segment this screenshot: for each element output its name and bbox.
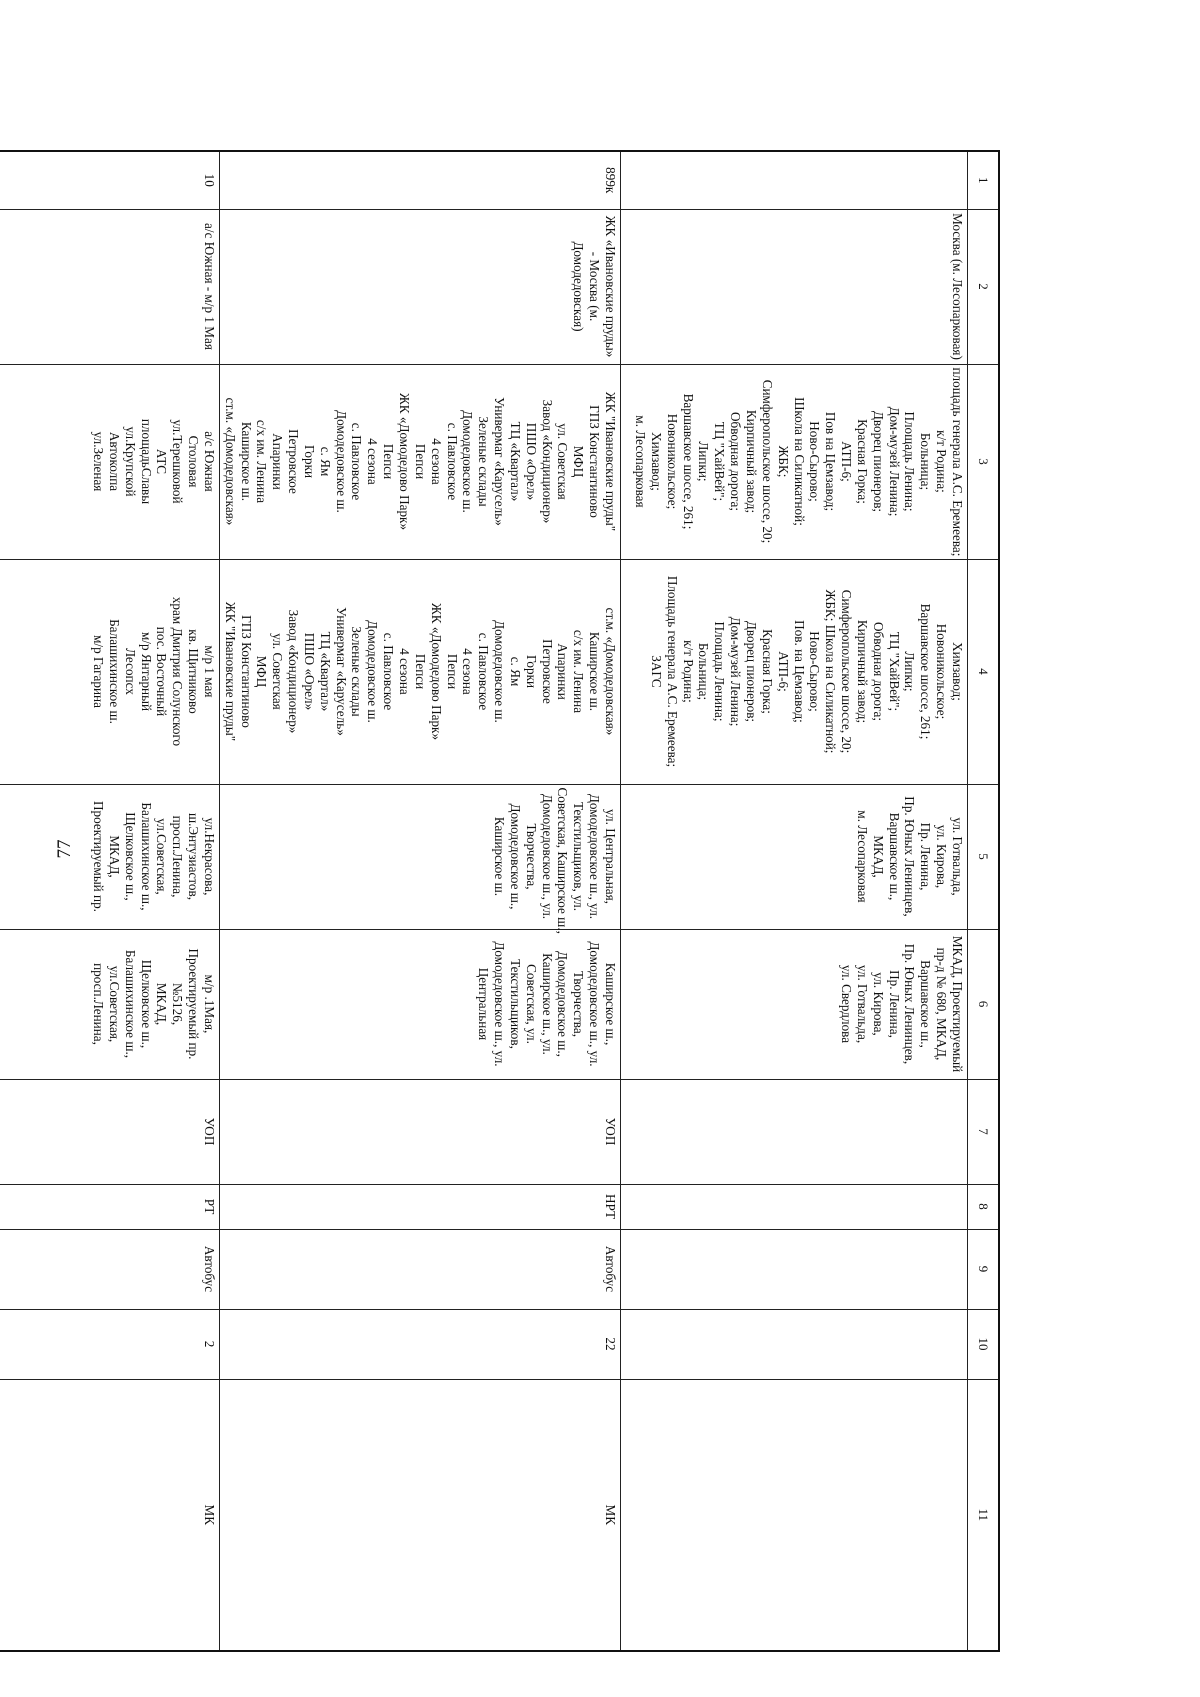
table-row: [0, 151, 219, 1651]
vehicle-count-cell: 22: [219, 1309, 620, 1379]
cell-line: ул. Советская: [270, 633, 286, 710]
vehicle-type-cell: Автобус: [219, 1229, 620, 1309]
stops-forward-cell: [219, 364, 620, 559]
cell-line: Домодедовское ш.,: [507, 803, 523, 910]
cell-line: Пов. на Цемзавод;: [791, 620, 807, 723]
tariff-type-cell: [621, 1184, 968, 1229]
cell-line: Балашихинское ш.: [106, 619, 122, 724]
cell-line: ТЦ "ХайВей";: [886, 631, 902, 712]
cell-line: Универмаг «Карусель»: [492, 397, 508, 526]
col-header-8: 8: [968, 1184, 1000, 1229]
cell-line: ГПЗ Константиново: [587, 405, 603, 518]
cell-line: Дворец пионеров;: [744, 620, 760, 723]
cell-line: ул.Крупской: [122, 426, 138, 497]
cell-line: с. Павловское: [381, 632, 397, 711]
cell-line: Варшавское ш.,: [886, 812, 902, 901]
cell-line: ул. Центральная,: [603, 809, 618, 904]
col-header-1: 1: [968, 151, 1000, 209]
table-row: [219, 151, 620, 1651]
cell-line: Кирпичный завод;: [854, 619, 870, 724]
stops-forward-cell: [621, 364, 968, 559]
cell-line: Новоникольское;: [934, 623, 950, 720]
cell-line: Химзавод;: [950, 642, 965, 701]
col-header-3: 3: [968, 364, 1000, 559]
streets-backward-cell: [621, 929, 968, 1079]
route-name-cell: ЖК «Ивановские пруды» - Москва (м. Домодедовская): [219, 209, 620, 364]
cell-line: Горки: [301, 444, 317, 479]
cell-line: ш.Энтузиастов,: [186, 812, 202, 901]
vehicle-type-cell: Автобус: [0, 1229, 219, 1309]
cell-line: 4 сезона: [428, 438, 444, 485]
cell-line: Красная Горка;: [759, 629, 775, 714]
cell-line: Балашихинское ш.,: [138, 802, 154, 911]
cell-line: просп.Ленина,: [91, 963, 106, 1045]
route-name-cell: а/с Южная - м/р 1 Мая: [0, 209, 219, 364]
cell-line: Щелковское ш.,: [122, 812, 138, 901]
streets-backward-cell: [0, 929, 219, 1079]
cell-line: ЖБК;: [775, 445, 791, 478]
streets-backward-cell: [219, 929, 620, 1079]
cell-line: Дворец пионеров;: [870, 410, 886, 513]
cell-line: Площадь Ленина;: [902, 411, 918, 512]
table-body: [0, 151, 968, 1651]
cell-line: ст.м. «Домодедовская»: [603, 607, 618, 736]
stops-forward-cell: [0, 364, 219, 559]
cell-line: Обводная дорога;: [870, 622, 886, 721]
streets-forward-cell: [219, 784, 620, 934]
cell-line: с. Ям: [317, 446, 333, 477]
boarding-order-cell: УОП: [0, 1079, 219, 1184]
cell-line: Варшавское шоссе, 261;: [680, 393, 696, 530]
col-header-5: 5: [968, 784, 1000, 929]
cell-line: с. Павловское: [349, 422, 365, 501]
cell-line: Каширское ш.: [587, 631, 603, 712]
cell-line: Столовая: [186, 435, 202, 488]
cell-line: Липки;: [696, 441, 712, 482]
cell-line: Липки;: [902, 651, 918, 692]
cell-line: а/с Южная: [201, 431, 217, 492]
cell-line: ул. Готвальда,: [950, 817, 965, 896]
tariff-type-cell: РТ: [0, 1184, 219, 1229]
cell-line: Обводная дорога;: [728, 412, 744, 511]
cell-line: Домодедовское ш., ул.: [587, 941, 603, 1067]
cell-line: МФЦ: [571, 445, 587, 478]
cell-line: Домодедовское ш., ул.: [539, 793, 555, 920]
cell-line: Горки: [523, 654, 539, 689]
cell-line: ПШО «Орел»: [301, 632, 317, 711]
cell-line: Больница;: [918, 432, 934, 491]
cell-line: площадьСлавы: [138, 418, 154, 505]
cell-line: Проектируемый пр.: [91, 801, 106, 912]
cell-line: Текстильщиков, ул.: [571, 801, 587, 911]
cell-line: Пепси: [412, 443, 428, 480]
cell-line: ул.Советская,: [154, 818, 170, 895]
stops-backward-cell: [621, 559, 968, 784]
col-header-7: 7: [968, 1079, 1000, 1184]
cell-line: Универмаг «Карусель»: [333, 607, 349, 736]
cell-line: Апаринки: [555, 643, 571, 700]
cell-line: ул. Готвальда,: [854, 964, 870, 1044]
cell-line: Дом-музей Ленина;: [728, 616, 744, 727]
tariff-type-cell: НРТ: [219, 1184, 620, 1229]
cell-line: Щелковское ш.,: [138, 959, 154, 1049]
cell-line: м/р .1Мая,: [201, 974, 217, 1034]
cell-line: Пр. Ленина,: [886, 970, 902, 1038]
route-number-cell: [621, 151, 968, 209]
cell-line: пос. Восточный: [154, 626, 170, 717]
cell-line: Домодедовское ш.: [460, 410, 476, 513]
cell-line: ул.Терешковой: [170, 419, 186, 504]
cell-line: ТЦ «Квартал»: [317, 631, 333, 712]
cell-line: ГПЗ Константиново: [238, 615, 254, 728]
cell-line: Кирпичный завод;: [744, 409, 760, 514]
route-table-sheet: [0, 150, 1000, 1650]
vehicle-type-cell: [621, 1229, 968, 1309]
cell-line: ул.Советская,: [106, 965, 122, 1043]
cell-line: ПШО «Орел»: [523, 422, 539, 501]
cell-line: Зеленые склады: [476, 416, 492, 507]
header-row: [968, 151, 1000, 1651]
cell-line: Больница;: [696, 642, 712, 701]
cell-line: Площадь генерала А.С. Еремеева;: [664, 575, 680, 768]
cell-line: АТП-6;: [775, 651, 791, 692]
cell-line: 4 сезона: [460, 648, 476, 695]
cell-line: Варшавское шоссе, 261;: [918, 603, 934, 740]
cell-line: Завод «Кондиционер»: [286, 609, 302, 734]
cell-line: МКАД,: [154, 982, 170, 1026]
cell-line: Каширское ш.,: [603, 962, 618, 1046]
cell-line: Домодедовское ш., ул.: [587, 793, 603, 920]
vehicle-class-cell: МК: [0, 1379, 219, 1651]
col-header-9: 9: [968, 1229, 1000, 1309]
route-name-cell: Москва (м. Лесопарковая): [621, 209, 968, 364]
cell-line: Симферопольское шоссе, 20;: [839, 589, 855, 754]
cell-line: Химзавод;: [648, 432, 664, 491]
cell-line: ул. Свердлова: [839, 964, 855, 1044]
cell-line: Автоколпа: [106, 431, 122, 492]
vehicle-count-cell: [621, 1309, 968, 1379]
cell-line: Творчества,: [523, 823, 539, 890]
cell-line: Пр. Юных Ленинцев,: [902, 943, 918, 1065]
cell-line: ул.Некрасова,: [201, 817, 217, 896]
cell-line: Петровское: [286, 429, 302, 494]
cell-line: Пр. Юных Ленинцев,: [902, 796, 918, 917]
cell-line: Ново-Сырово;: [807, 421, 823, 502]
cell-line: МКАД,: [870, 835, 886, 878]
cell-line: Школа на Силикатной;: [791, 397, 807, 526]
cell-line: ЖК "Ивановские пруды": [222, 601, 238, 742]
cell-line: Советская, ул.: [523, 964, 539, 1044]
cell-line: Домодедовское ш.: [492, 620, 508, 723]
cell-line: Домодедовское ш.,: [555, 951, 571, 1057]
cell-line: 4 сезона: [397, 648, 413, 695]
cell-line: АТС: [154, 448, 170, 475]
stops-backward-cell: [219, 559, 620, 784]
cell-line: к/т Родина;: [680, 640, 696, 703]
cell-line: Каширское ш.: [492, 816, 508, 897]
page-number: 77: [54, 839, 75, 859]
cell-line: кв. Щитниково: [186, 629, 202, 714]
cell-line: МКАД,: [106, 835, 122, 878]
cell-line: Балашихинское ш.,: [122, 949, 138, 1059]
cell-line: Площадь Ленина;: [712, 621, 728, 722]
cell-line: Домодедовское ш., ул.: [492, 941, 508, 1067]
cell-line: ТЦ "ХайВей";: [712, 421, 728, 502]
cell-line: с/х им. Ленина: [571, 629, 587, 714]
cell-line: с. Павловское: [476, 632, 492, 711]
cell-line: м/р 1 мая: [201, 645, 217, 698]
col-header-2: 2: [968, 209, 1000, 364]
cell-line: ЖК «Домодедово Парк»: [428, 602, 444, 741]
cell-line: м. Лесопарковая: [854, 810, 870, 903]
cell-line: ул. Советская: [555, 423, 571, 500]
cell-line: м/р Янтарный: [138, 631, 154, 712]
cell-line: Проектируемый пр.: [186, 948, 202, 1060]
route-table: [0, 150, 1000, 1652]
cell-line: Симферопольское шоссе, 20;: [759, 379, 775, 544]
cell-line: Пепси: [381, 443, 397, 480]
boarding-order-cell: [621, 1079, 968, 1184]
cell-line: Новоникольское;: [664, 413, 680, 510]
cell-line: Советская, Каширское ш.,: [555, 787, 571, 934]
cell-line: площадь генерала А.С. Еремеева;: [950, 367, 965, 557]
table-row: [621, 151, 968, 1651]
cell-line: м/р Гагарина: [91, 635, 106, 708]
vehicle-class-cell: МК: [219, 1379, 620, 1651]
cell-line: Варшавское ш.,: [918, 960, 934, 1048]
vehicle-count-cell: 2: [0, 1309, 219, 1379]
cell-line: храм Дмитрия Солунского: [170, 596, 186, 747]
cell-line: Лесопсх: [122, 648, 138, 695]
cell-line: просп.Ленина,: [170, 815, 186, 898]
cell-line: Петровское: [539, 639, 555, 704]
cell-line: Домодедовское ш.: [333, 410, 349, 513]
cell-line: с/х им. Ленина: [254, 419, 270, 504]
col-header-11: 11: [968, 1379, 1000, 1651]
cell-line: ул. Кирова,: [870, 972, 886, 1036]
cell-line: №5126,: [170, 982, 186, 1026]
cell-line: ул. Кирова,: [934, 824, 950, 889]
cell-line: ЗАГС: [648, 655, 664, 688]
cell-line: Апаринки: [270, 433, 286, 490]
cell-line: Пр. Ленина,: [918, 822, 934, 891]
cell-line: МФЦ: [254, 655, 270, 688]
cell-line: ст.м. «Домодедовская»: [222, 397, 238, 526]
boarding-order-cell: УОП: [219, 1079, 620, 1184]
cell-line: Каширское ш., ул.: [539, 953, 555, 1055]
cell-line: с. Павловское: [444, 422, 460, 501]
cell-line: ЖК «Домодедово Парк»: [397, 392, 413, 531]
stops-backward-cell: [0, 559, 219, 784]
route-number-cell: 10: [0, 151, 219, 209]
cell-line: 4 сезона: [365, 438, 381, 485]
streets-forward-cell: [0, 784, 219, 929]
cell-line: Домодедовское ш.: [365, 620, 381, 723]
cell-line: АТП-6;: [839, 441, 855, 482]
cell-line: пр-д № 680, МКАД,: [934, 947, 950, 1061]
cell-line: Завод «Кондиционер»: [539, 399, 555, 524]
cell-line: ТЦ «Квартал»: [507, 421, 523, 502]
cell-line: ул.Зеленая: [91, 431, 106, 492]
cell-line: с. Ям: [507, 656, 523, 687]
col-header-6: 6: [968, 929, 1000, 1079]
cell-line: Текстильщиков,: [507, 959, 523, 1049]
cell-line: Зеленые склады: [349, 626, 365, 717]
cell-line: Дом-музей Ленина;: [886, 406, 902, 517]
cell-line: Центральная: [476, 967, 492, 1041]
cell-line: Пов на Цемзавод;: [823, 411, 839, 512]
cell-line: Каширское ш.: [238, 421, 254, 502]
col-header-4: 4: [968, 559, 1000, 784]
cell-line: МКАД, Проектируемый: [950, 935, 965, 1073]
vehicle-class-cell: [621, 1379, 968, 1651]
cell-line: м. Лесопарковая: [633, 415, 649, 508]
route-number-cell: 899к: [219, 151, 620, 209]
cell-line: к/т Родина;: [934, 430, 950, 493]
cell-line: ЖК "Ивановские пруды": [603, 391, 618, 532]
streets-forward-cell: [621, 784, 968, 929]
cell-line: Творчества,: [571, 970, 587, 1038]
cell-line: ЖБК; Школа на Силикатной;: [823, 589, 839, 754]
cell-line: Красная Горка;: [854, 419, 870, 504]
col-header-10: 10: [968, 1309, 1000, 1379]
cell-line: Пепси: [412, 653, 428, 690]
cell-line: Пепси: [444, 653, 460, 690]
cell-line: Ново-Сырово;: [807, 631, 823, 712]
